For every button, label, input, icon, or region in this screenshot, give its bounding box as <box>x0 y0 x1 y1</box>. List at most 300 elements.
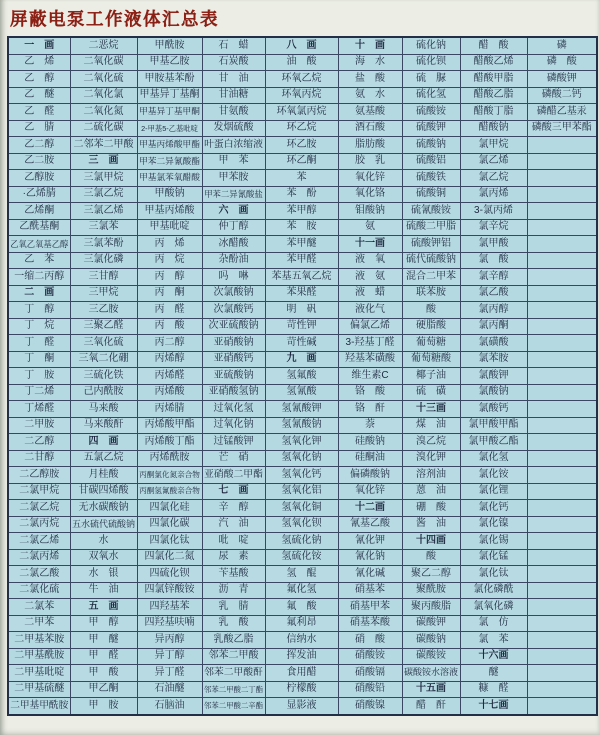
table-cell <box>527 533 597 550</box>
table-cell: 显影液 <box>265 698 338 715</box>
table-cell: 甲 醛 <box>70 648 137 665</box>
table-cell: 脂肪酸 <box>338 137 402 154</box>
table-cell <box>527 516 597 533</box>
table-cell: 乙氧乙氧基乙醇 <box>8 236 70 253</box>
table-cell: 硫氰酸铵 <box>402 203 460 220</box>
stroke-count-header-cell: 十一画 <box>338 236 402 253</box>
table-cell: 四羟基呋喃 <box>137 615 202 632</box>
table-cell: 苯甲醛 <box>265 252 338 269</box>
table-cell: 三氯乙烷 <box>70 186 137 203</box>
table-cell: 硫酸钾铝 <box>402 236 460 253</box>
table-row <box>8 698 597 715</box>
table-cell: 乙二醇 <box>8 137 70 154</box>
table-cell: 三乙胺 <box>70 302 137 319</box>
table-cell: 石油醚 <box>137 681 202 698</box>
table-cell: 丁 胺 <box>8 368 70 385</box>
table-cell: 五水硫代硫酸钠 <box>70 516 137 533</box>
table-row <box>8 566 597 583</box>
table-row <box>8 549 597 566</box>
table-row <box>8 170 597 187</box>
table-cell: 氯甲酸甲酯 <box>460 417 527 434</box>
table-cell: 氯 仿 <box>460 615 527 632</box>
table-cell: 甲 醚 <box>70 632 137 649</box>
table-cell: 醋酸丁脂 <box>460 104 527 121</box>
table-cell: 丙酮氯化氮亲合物 <box>137 467 202 484</box>
table-cell: 苛性钾 <box>265 318 338 335</box>
table-cell: 硫酸铵 <box>402 104 460 121</box>
table-cell: 二氧化氯 <box>70 87 137 104</box>
table-cell: 二甲苯 <box>8 615 70 632</box>
table-cell: 磷酸三甲苯酯 <box>527 120 597 137</box>
table-cell <box>527 582 597 599</box>
table-cell: 偏磷酸钠 <box>338 467 402 484</box>
table-cell <box>527 269 597 286</box>
table-cell: 苯 <box>265 170 338 187</box>
table-cell: 氯化镍 <box>460 516 527 533</box>
table-cell: 二氯乙酸 <box>8 566 70 583</box>
table-cell: 石脑油 <box>137 698 202 715</box>
table-cell: 硝 酸 <box>338 632 402 649</box>
table-cell: 维生素C <box>338 368 402 385</box>
table-cell: 己内酰胺 <box>70 384 137 401</box>
table-cell: 丁 烷 <box>8 318 70 335</box>
table-cell: 氯化锂 <box>460 483 527 500</box>
table-cell <box>527 615 597 632</box>
table-cell: 硅酸钠 <box>338 434 402 451</box>
stroke-count-header-cell: 五 画 <box>70 599 137 616</box>
table-cell: 氢氧化钠 <box>265 450 338 467</box>
table-cell: 石 蜡 <box>202 37 265 54</box>
table-cell: 氨 水 <box>338 87 402 104</box>
table-cell: 甲苯二异氰酸酯 <box>137 153 202 170</box>
table-row <box>8 186 597 203</box>
table-cell: 四硫化钡 <box>137 566 202 583</box>
table-cell <box>527 632 597 649</box>
table-cell: 氯化锰 <box>460 549 527 566</box>
table-cell: 二甲基吡啶 <box>8 665 70 682</box>
table-cell: 溴化钾 <box>402 450 460 467</box>
table-cell: 三氯苯 <box>70 219 137 236</box>
table-cell: 甘碳四烯酸 <box>70 483 137 500</box>
table-cell: 丙烯酸甲酯 <box>137 417 202 434</box>
table-cell: 苯 胺 <box>265 219 338 236</box>
table-cell: 三氯苯酚 <box>70 236 137 253</box>
table-cell: 甲苯胺 <box>202 170 265 187</box>
table-cell: 碳酸钠 <box>402 632 460 649</box>
table-cell <box>527 549 597 566</box>
table-cell: 异丁醛 <box>137 665 202 682</box>
table-cell: 过锰酸钾 <box>202 434 265 451</box>
table-row <box>8 318 597 335</box>
table-cell: 苄基酸 <box>202 566 265 583</box>
table-cell: 二甲基酰胺 <box>8 648 70 665</box>
stroke-count-header-cell: 六 画 <box>202 203 265 220</box>
table-cell: 邻苯二甲酸二辛酯 <box>202 698 265 715</box>
table-cell: 苯果醛 <box>265 285 338 302</box>
table-cell: 二甲胺 <box>8 417 70 434</box>
table-row <box>8 236 597 253</box>
table-cell: 偏氯乙烯 <box>338 318 402 335</box>
table-cell: 萘 <box>338 417 402 434</box>
table-cell: 二氧化硫 <box>70 71 137 88</box>
table-cell: 氯化氢 <box>460 450 527 467</box>
table-cell: 羟基苯磺酸 <box>338 351 402 368</box>
table-row <box>8 681 597 698</box>
table-cell: 亚硝酸二甲酯 <box>202 467 265 484</box>
table-cell: 甲 苯 <box>202 153 265 170</box>
table-row <box>8 434 597 451</box>
table-row <box>8 37 597 54</box>
table-cell: 硫化钡 <box>402 54 460 71</box>
table-cell: 亚硝酸氢钠 <box>202 384 265 401</box>
table-cell: 硝基苯酸 <box>338 615 402 632</box>
table-row <box>8 285 597 302</box>
table-cell: 氯氧化磷 <box>460 599 527 616</box>
table-cell: 醋 酸 <box>460 37 527 54</box>
table-cell: 联苯胺 <box>402 285 460 302</box>
table-cell: 环乙烷 <box>265 120 338 137</box>
table-cell: 磷 酸 <box>527 54 597 71</box>
table-row <box>8 467 597 484</box>
table-cell: 仲丁醇 <box>202 219 265 236</box>
table-cell: 乳酸乙脂 <box>202 632 265 649</box>
table-cell: 醚 <box>460 665 527 682</box>
table-cell <box>527 351 597 368</box>
table-cell: 二氯甲烷 <box>8 483 70 500</box>
table-cell: 亚硝酸钙 <box>202 351 265 368</box>
table-cell: 氰化碱 <box>338 566 402 583</box>
table-cell: 三氯化磷 <box>70 252 137 269</box>
table-cell: 硅酮油 <box>338 450 402 467</box>
table-cell: 氰化钾 <box>338 533 402 550</box>
stroke-count-header-cell: 十 画 <box>338 37 402 54</box>
stroke-count-header-cell: 十五画 <box>402 681 460 698</box>
table-cell: 甲酰胺 <box>137 37 202 54</box>
table-cell: 硝酸镉 <box>338 665 402 682</box>
table-row <box>8 368 597 385</box>
table-row <box>8 483 597 500</box>
table-cell: 叶蛋白浓缩液 <box>202 137 265 154</box>
table-cell: 水 <box>70 533 137 550</box>
table-row <box>8 269 597 286</box>
table-cell: 氯乙烷 <box>460 170 527 187</box>
stroke-count-header-cell: 九 画 <box>265 351 338 368</box>
table-cell: 甲基丙烯酸甲酯 <box>137 137 202 154</box>
table-cell: 硫酸铝 <box>402 153 460 170</box>
table-cell: 铬 酸 <box>338 384 402 401</box>
table-cell: 丙烯腈 <box>137 401 202 418</box>
table-cell: 硝基甲苯 <box>338 599 402 616</box>
table-cell: 环氧乙烷 <box>265 71 338 88</box>
table-cell: 甲苯二异氰酸盐 <box>202 186 265 203</box>
table-row <box>8 120 597 137</box>
table-cell: 醋酸乙烯 <box>460 54 527 71</box>
table-cell: 碳酸钾 <box>402 615 460 632</box>
table-cell: 醋酸乙脂 <box>460 87 527 104</box>
table-cell: 甲基吡啶 <box>137 219 202 236</box>
table-cell: 马来酸 <box>70 401 137 418</box>
table-row <box>8 252 597 269</box>
table-cell: 二氯苯 <box>8 599 70 616</box>
table-cell: 氟 酸 <box>265 599 338 616</box>
table-cell: 乙 腈 <box>8 120 70 137</box>
table-cell: 乙 苯 <box>8 252 70 269</box>
table-cell: 三氯甲烷 <box>70 170 137 187</box>
table-cell: 氯甲酸 <box>460 236 527 253</box>
table-row <box>8 450 597 467</box>
table-cell: 液 氧 <box>338 252 402 269</box>
table-cell: 沥 青 <box>202 582 265 599</box>
table-cell: 氢 醌 <box>265 566 338 583</box>
table-cell: 冰醋酸 <box>202 236 265 253</box>
table-cell: 海 水 <box>338 54 402 71</box>
table-cell: 四氯化二氮 <box>137 549 202 566</box>
table-cell: 酸 <box>402 302 460 319</box>
table-cell: 丁二烯 <box>8 384 70 401</box>
table-cell: 石炭酸 <box>202 54 265 71</box>
table-cell: 氯酸钠 <box>460 384 527 401</box>
table-cell: 聚乙二醇 <box>402 566 460 583</box>
table-cell: 3-氯丙烯 <box>460 203 527 220</box>
table-row <box>8 401 597 418</box>
table-cell: 煤 油 <box>402 417 460 434</box>
table-cell: 二氯丙烯 <box>8 549 70 566</box>
table-cell: 异丁醇 <box>137 648 202 665</box>
table-cell: 硫化氢 <box>402 87 460 104</box>
stroke-count-header-cell: 三 画 <box>70 153 137 170</box>
table-cell: 吡 啶 <box>202 533 265 550</box>
table-cell <box>527 698 597 715</box>
table-row <box>8 87 597 104</box>
table-cell <box>527 285 597 302</box>
table-cell: 丙烯酰胺 <box>137 450 202 467</box>
table-cell: 丙酮氢氰酸亲合物 <box>137 483 202 500</box>
table-cell: 月桂酸 <box>70 467 137 484</box>
table-cell: 碳酸铵水溶液 <box>402 665 460 682</box>
table-cell: 氟利昂 <box>265 615 338 632</box>
table-cell: 邻苯二甲酸酐 <box>202 665 265 682</box>
table-cell: 氯 酸 <box>460 252 527 269</box>
table-cell: 硼 酸 <box>402 500 460 517</box>
table-row <box>8 71 597 88</box>
stroke-count-header-cell: 十七画 <box>460 698 527 715</box>
table-cell: 二邻苯二甲酸 <box>70 137 137 154</box>
table-row <box>8 632 597 649</box>
stroke-count-header-cell: 一 画 <box>8 37 70 54</box>
stroke-count-header-cell: 二 画 <box>8 285 70 302</box>
table-cell <box>527 434 597 451</box>
table-cell: 氯化铵 <box>460 467 527 484</box>
table-cell: 明 矾 <box>265 302 338 319</box>
table-cell: 酱 油 <box>402 516 460 533</box>
table-cell: 三甲烷 <box>70 285 137 302</box>
table-cell: 次亚硫酸钠 <box>202 318 265 335</box>
table-cell: 氧化锌 <box>338 170 402 187</box>
table-cell <box>527 681 597 698</box>
table-cell: 硫酸铁 <box>402 170 460 187</box>
table-cell: 硝酸镍 <box>338 698 402 715</box>
table-cell: 氯甲烷 <box>460 137 527 154</box>
table-cell: 酸 <box>402 549 460 566</box>
stroke-count-header-cell: 十四画 <box>402 533 460 550</box>
table-cell: 甲基丙烯酸 <box>137 203 202 220</box>
table-cell: 氢氧化铝 <box>265 483 338 500</box>
table-cell: 氯丙酮 <box>460 318 527 335</box>
table-cell: 铬 酐 <box>338 401 402 418</box>
table-cell: 苯 酚 <box>265 186 338 203</box>
table-cell: 液 蜡 <box>338 285 402 302</box>
table-cell: 氢氧化钙 <box>265 467 338 484</box>
table-cell: 磷醋乙基汞 <box>527 104 597 121</box>
table-cell: 无水碳酸钠 <box>70 500 137 517</box>
table-cell: 氰化钠 <box>338 549 402 566</box>
table-cell <box>527 186 597 203</box>
table-cell: 吗 啉 <box>202 269 265 286</box>
table-cell: 氯化锡 <box>460 533 527 550</box>
table-cell: 氢硫化铵 <box>265 549 338 566</box>
table-cell: 乙酰基酮 <box>8 219 70 236</box>
table-cell: 氯酸钙 <box>460 401 527 418</box>
table-cell: 丙 烯 <box>137 236 202 253</box>
table-cell: 三氧化硫 <box>70 335 137 352</box>
table-row <box>8 582 597 599</box>
table-cell: 氢氰酸钠 <box>265 417 338 434</box>
table-cell: 苯甲醚 <box>265 236 338 253</box>
table-cell: 甲基乙胺 <box>137 54 202 71</box>
table-cell: 氯辛烷 <box>460 219 527 236</box>
table-cell: 甘 油 <box>202 71 265 88</box>
table-cell: 乙烯酮 <box>8 203 70 220</box>
table-cell <box>527 137 597 154</box>
table-cell: 环氧丙烷 <box>265 87 338 104</box>
table-cell: 丙烯酸丁酯 <box>137 434 202 451</box>
stroke-count-header-cell: 八 画 <box>265 37 338 54</box>
table-cell: 甲 胺 <box>70 698 137 715</box>
table-row <box>8 104 597 121</box>
table-cell: 二乙醇 <box>8 434 70 451</box>
table-cell: 三聚乙醛 <box>70 318 137 335</box>
table-cell: 甲酸钠 <box>137 186 202 203</box>
stroke-count-header-cell: 十六画 <box>460 648 527 665</box>
table-cell: 氢氧化钡 <box>265 516 338 533</box>
table-cell: 邻苯二甲酸二丁酯 <box>202 681 265 698</box>
liquids-table <box>7 36 598 716</box>
table-cell: 油 酸 <box>265 54 338 71</box>
table-cell: 硫 脲 <box>402 71 460 88</box>
table-cell: 环乙胺 <box>265 137 338 154</box>
table-cell: 乙二胺 <box>8 153 70 170</box>
table-cell: 二氯乙烷 <box>8 500 70 517</box>
table-cell: 环氧氯丙烷 <box>265 104 338 121</box>
table-cell: 磷 <box>527 37 597 54</box>
table-row <box>8 137 597 154</box>
table-cell: 三甘醇 <box>70 269 137 286</box>
table-cell: 亚硫酸钠 <box>202 368 265 385</box>
table-cell: 苛性碱 <box>265 335 338 352</box>
table-cell: 挥发油 <box>265 648 338 665</box>
table-cell: 氯苯胺 <box>460 351 527 368</box>
table-cell: 二硫化碳 <box>70 120 137 137</box>
table-cell <box>527 665 597 682</box>
table-cell <box>527 648 597 665</box>
table-cell: 氰基乙酸 <box>338 516 402 533</box>
table-row <box>8 335 597 352</box>
table-cell: 胶 乳 <box>338 153 402 170</box>
table-cell: 丙 醛 <box>137 302 202 319</box>
table-cell <box>527 401 597 418</box>
table-cell: 杂酚油 <box>202 252 265 269</box>
table-cell: 酒石酸 <box>338 120 402 137</box>
table-cell <box>527 236 597 253</box>
table-cell: 氯 苯 <box>460 632 527 649</box>
table-cell: 二氧化碳 <box>70 54 137 71</box>
table-row <box>8 533 597 550</box>
table-cell: 氢氰酸 <box>265 384 338 401</box>
table-cell: 柠檬酸 <box>265 681 338 698</box>
stroke-count-header-cell: 七 画 <box>202 483 265 500</box>
table-cell: 四氯化硅 <box>137 500 202 517</box>
table-cell: 苯甲醇 <box>265 203 338 220</box>
table-cell <box>527 335 597 352</box>
table-cell: 食用醋 <box>265 665 338 682</box>
table-cell: 三氧二化硼 <box>70 351 137 368</box>
table-cell: 甲 醇 <box>70 615 137 632</box>
table-cell: 苯基五氧乙烷 <box>265 269 338 286</box>
table-cell <box>527 252 597 269</box>
table-row <box>8 302 597 319</box>
table-cell: 丁 酮 <box>8 351 70 368</box>
table-cell: 聚丙酸脂 <box>402 599 460 616</box>
table-cell: 液 氨 <box>338 269 402 286</box>
table-cell: 乳 酸 <box>202 615 265 632</box>
table-cell: 次氯酸钠 <box>202 285 265 302</box>
table-cell <box>527 450 597 467</box>
table-cell: 四氯化碳 <box>137 516 202 533</box>
table-cell: 甲基异丁基酮 <box>137 87 202 104</box>
table-cell: 溶剂油 <box>402 467 460 484</box>
table-cell: 聚酰胺 <box>402 582 460 599</box>
table-cell: 甲胺基苯酚 <box>137 71 202 88</box>
table-cell: 五氯乙烷 <box>70 450 137 467</box>
table-cell: 氯甲酸乙酯 <box>460 434 527 451</box>
table-cell: 丁 醇 <box>8 302 70 319</box>
table-cell: 3-羟基丁醛 <box>338 335 402 352</box>
table-row <box>8 665 597 682</box>
table-cell: 硫酸铜 <box>402 186 460 203</box>
table-cell <box>527 500 597 517</box>
table-cell: 尿 素 <box>202 549 265 566</box>
table-cell: 甘氨酸 <box>202 104 265 121</box>
table-cell: 氧化锌 <box>338 483 402 500</box>
table-cell: 氯辛醇 <box>460 269 527 286</box>
table-cell: 四氯锌酸铵 <box>137 582 202 599</box>
table-cell: 丙 酸 <box>137 318 202 335</box>
table-cell: 甲基异丁基甲酮 <box>137 104 202 121</box>
table-cell: 氯化钛 <box>460 566 527 583</box>
table-cell <box>527 318 597 335</box>
table-cell: 甘油糖 <box>202 87 265 104</box>
table-row <box>8 351 597 368</box>
table-cell: 异丙醇 <box>137 632 202 649</box>
table-cell: 氯丙醇 <box>460 302 527 319</box>
table-cell: 甲基氯苯氧醋酸 <box>137 170 202 187</box>
table-cell: 邻苯二甲酸 <box>202 648 265 665</box>
table-cell: 钼酸钠 <box>338 203 402 220</box>
table-cell: 硫 磺 <box>402 384 460 401</box>
table-cell: 硫化钠 <box>402 37 460 54</box>
table-row <box>8 599 597 616</box>
table-cell: 乙 烯 <box>8 54 70 71</box>
